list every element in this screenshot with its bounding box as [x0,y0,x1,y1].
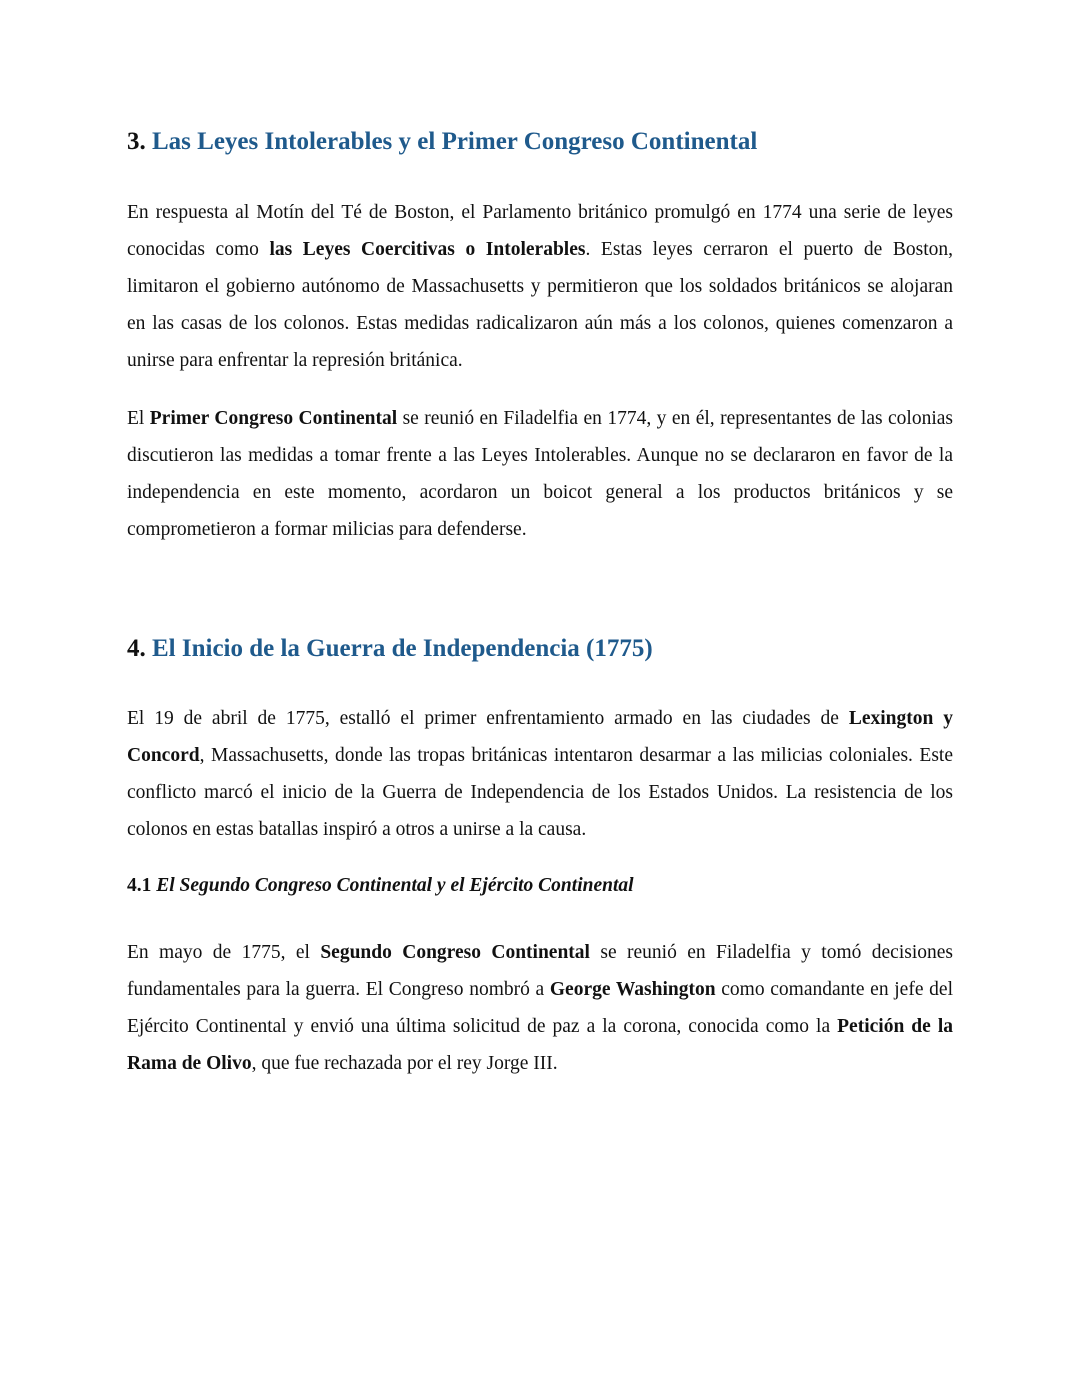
text-run: El 19 de abril de 1775, estalló el primer enfrentamiento armado en las ciudades de [127,708,849,729]
subsection-title: El Segundo Congreso Continental y el Ejército Continental [156,875,634,896]
text-run: se reunió en Filadelfia y tomó decisiones fundamentales para la guerra. El Congreso nombró a [127,942,953,1000]
paragraph [127,400,953,548]
subsection-number: 4.1 [127,875,152,896]
paragraph [127,194,953,379]
text-run: En mayo de 1775, el [127,942,321,963]
section-3-heading [127,128,757,156]
text-run: , Massachusetts, donde las tropas británicas intentaron desarmar a las milicias coloniales. Este conflicto marcó el inicio de la Guerra de Independencia de los Estados Unidos. La resistencia de los colonos en estas batallas inspiró a otros a unirse a la causa. [127,745,953,840]
section-4-heading [127,635,653,663]
text-run: El [127,408,150,429]
bold-text: Lexington y Concord [127,708,953,766]
bold-text: Segundo Congreso Continental [320,942,590,963]
paragraph [127,934,953,1082]
text-run: como comandante en jefe del Ejército Continental y envió una última solicitud de paz a la corona, conocida como la [127,979,953,1037]
bold-text: George Washington [549,979,716,1000]
section-number: 3. [127,128,146,155]
section-title: Las Leyes Intolerables y el Primer Congreso Continental [152,128,758,155]
bold-text: Primer Congreso Continental [149,408,398,429]
text-run: . Estas leyes cerraron el puerto de Boston, limitaron el gobierno autónomo de Massachusetts y permitieron que los soldados británicos se alojaran en las casas de los colonos. Estas medidas radicalizaron aún más a los colonos, quienes comenzaron a unirse para enfrentar la represión británica. [127,239,954,371]
text-run: En respuesta al Motín del Té de Boston, el Parlamento británico promulgó en 1774 una serie de leyes conocidas como [127,202,953,260]
section-title: El Inicio de la Guerra de Independencia (1775) [152,635,653,662]
text-run: se reunió en Filadelfia en 1774, y en él, representantes de las colonias discutieron las medidas a tomar frente a las Leyes Intolerables. Aunque no se declararon en favor de la independencia en este momento, acordaron un boicot general a los productos británicos y se comprometieron a formar milicias para defenderse. [127,408,953,540]
section-number: 4. [127,635,146,662]
bold-text: las Leyes Coercitivas o Intolerables [269,239,586,260]
paragraph [127,700,953,848]
bold-text: Petición de la Rama de Olivo [127,1016,953,1074]
text-run: , que fue rechazada por el rey Jorge III. [251,1053,558,1074]
subsection-4-1-heading [127,875,634,897]
